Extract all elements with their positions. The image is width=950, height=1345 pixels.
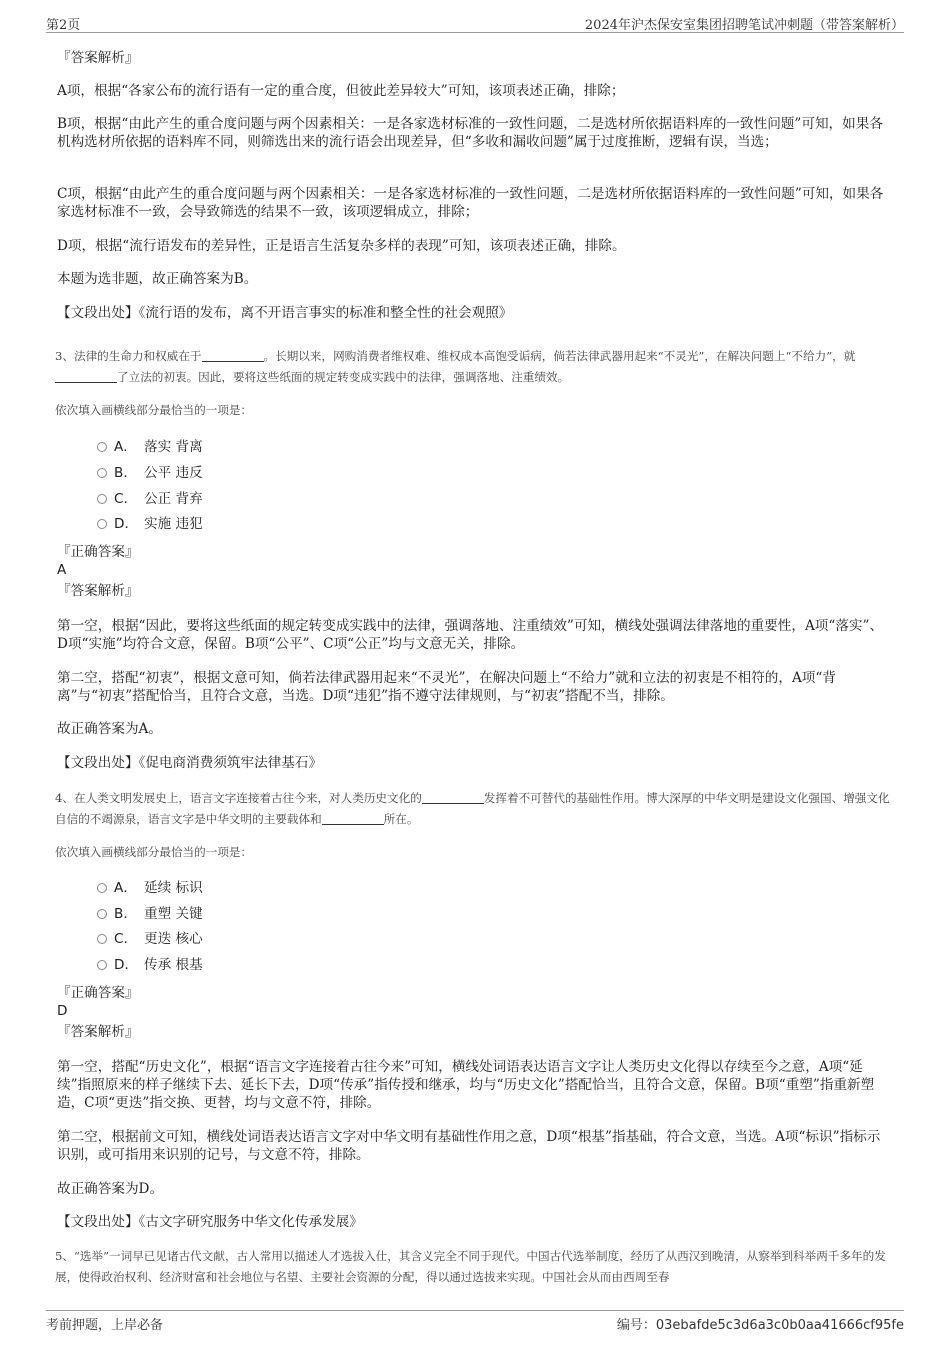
q3-option-c[interactable]: C． 公正 背弃 <box>97 490 203 508</box>
q2-analysis-a: A项，根据“各家公布的流行语有一定的重合度，但彼此差异较大”可知，该项表述正确，排除； <box>57 83 625 99</box>
q3-correct-answer: A <box>57 562 67 578</box>
q4-correct-answer: D <box>57 1003 68 1019</box>
q4-analysis-label: 『答案解析』 <box>57 1024 139 1040</box>
q3-instruction: 依次填入画横线部分最恰当的一项是： <box>55 403 253 417</box>
page-footer <box>46 1310 904 1333</box>
radio-icon[interactable] <box>97 934 107 944</box>
q3-conclusion: 故正确答案为A。 <box>57 721 162 737</box>
q3-analysis-1: 第一空，根据“因此，要将这些纸面的规定转变成实践中的法律，强调落地、注重绩效”可知，横线处强调法律落地的重要性，A项“落实”、D项“实施”均符合文意，保留。B项“公平”、C项“公正”均与文意无关，排除。 <box>57 618 884 652</box>
q4-analysis-2: 第二空，根据前文可知，横线处词语表达语言文字对中华文明有基础性作用之意，D项“根基”指基础，符合文意，当选。A项“标识”指标示识别，或可指用来识别的记号，与文意不符，排除。 <box>57 1129 881 1163</box>
q3-option-a[interactable]: A． 落实 背离 <box>97 438 203 456</box>
q3-correct-label: 『正确答案』 <box>57 544 139 560</box>
q3-source: 【文段出处】《促电商消费须筑牢法律基石》 <box>57 755 323 771</box>
q2-analysis-b: B项，根据“由此产生的重合度问题与两个因素相关：一是各家选材标准的一致性问题，二是选材所依据语料库的一致性问题”可知，如果各机构选材所依据的语料库不同，则筛选出来的流行语会出现差异，但“多收和漏收问题”属于过度推断，逻辑有误，当选； <box>57 116 883 150</box>
document-title: 2024年沪杰保安室集团招聘笔试冲刺题（带答案解析） <box>584 18 904 33</box>
q4-source: 【文段出处】《古文字研究服务中华文化传承发展》 <box>57 1214 363 1230</box>
q2-analysis-c: C项，根据“由此产生的重合度问题与两个因素相关：一是各家选材标准的一致性问题，二是选材所依据语料库的一致性问题”可知，如果各家选材标准不一致，会导致筛选的结果不一致，该项逻辑成立，排除； <box>57 186 884 220</box>
q4-instruction: 依次填入画横线部分最恰当的一项是： <box>55 845 253 859</box>
q4-analysis-1: 第一空，搭配“历史文化”，根据“语言文字连接着古往今来”可知，横线处词语表达语言文字让人类历史文化得以存续至今之意，A项“延续”指照原来的样子继续下去、延长下去，D项“传承”指传授和继承，均与“历史文化”搭配恰当，且符合文意，保留。B项“重塑”指重新塑造，C项“更迭”指交换、更替，均与文意不符，排除。 <box>57 1059 875 1111</box>
q3-option-d[interactable]: D． 实施 违犯 <box>97 515 203 533</box>
q3-option-b[interactable]: B． 公平 违反 <box>97 464 203 482</box>
q5-stem: 5、“选举”一词早已见诸古代文献，古人常用以描述人才选拔入仕，其含义完全不同于现代。中国古代选举制度，经历了从西汉到晚清，从察举到科举两千多年的发展，使得政治权利、经济财富和社会地位与名望、主要社会资源的分配，得以通过选拔来实现。中国社会从而由西周至春 <box>55 1249 886 1284</box>
q2-source: 【文段出处】《流行语的发布，离不开语言事实的标准和整全性的社会观照》 <box>57 305 513 321</box>
radio-icon[interactable] <box>97 883 107 893</box>
q4-option-c[interactable]: C． 更迭 核心 <box>97 930 203 948</box>
page-number: 第2页 <box>46 18 81 33</box>
radio-icon[interactable] <box>97 494 107 504</box>
q4-stem: 4、在人类文明发展史上，语言文字连接着古往今来，对人类历史文化的 发挥着不可替代的基础性作用。博大深厚的中华文明是建设文化强国、增强文化自信的不竭源泉，语言文字是中华文明的主要载体和 所在。 <box>55 791 890 826</box>
document-code: 编号：03ebafde5c3d6a3c0b0aa41666cf95fe <box>616 1318 904 1333</box>
radio-icon[interactable] <box>97 519 107 529</box>
q4-option-b[interactable]: B． 重塑 关键 <box>97 905 203 923</box>
radio-icon[interactable] <box>97 442 107 452</box>
blank-line <box>422 790 484 804</box>
radio-icon[interactable] <box>97 960 107 970</box>
page-header <box>46 12 904 33</box>
q3-analysis-2: 第二空，搭配“初衷”，根据文意可知，倘若法律武器用起来“不灵光”，在解决问题上“不给力”就和立法的初衷是不相符的，A项“背离”与“初衷”搭配恰当，且符合文意，当选。D项“违犯”指不遵守法律规则，与“初衷”搭配不当，排除。 <box>57 670 836 704</box>
q4-conclusion: 故正确答案为D。 <box>57 1181 164 1197</box>
blank-line <box>55 369 117 383</box>
blank-line <box>322 811 384 825</box>
q2-analysis-d: D项，根据“流行语发布的差异性，正是语言生活复杂多样的表现”可知，该项表述正确，排除。 <box>57 238 626 254</box>
footer-slogan: 考前押题，上岸必备 <box>46 1318 164 1333</box>
q2-conclusion: 本题为选非题，故正确答案为B。 <box>57 271 258 287</box>
q2-analysis-label: 『答案解析』 <box>57 50 139 66</box>
q4-option-a[interactable]: A． 延续 标识 <box>97 879 203 897</box>
q4-correct-label: 『正确答案』 <box>57 985 139 1001</box>
q4-option-d[interactable]: D． 传承 根基 <box>97 956 203 974</box>
blank-line <box>202 348 264 362</box>
q3-analysis-label: 『答案解析』 <box>57 583 139 599</box>
q3-stem: 3、法律的生命力和权威在于 。长期以来，网购消费者维权难、维权成本高饱受诟病，倘若法律武器用起来“不灵光”，在解决问题上“不给力”，就了立法的初衷。因此，要将这些纸面的规定转变成实践中的法律，强调落地、注重绩效。 <box>55 349 856 384</box>
radio-icon[interactable] <box>97 468 107 478</box>
radio-icon[interactable] <box>97 909 107 919</box>
